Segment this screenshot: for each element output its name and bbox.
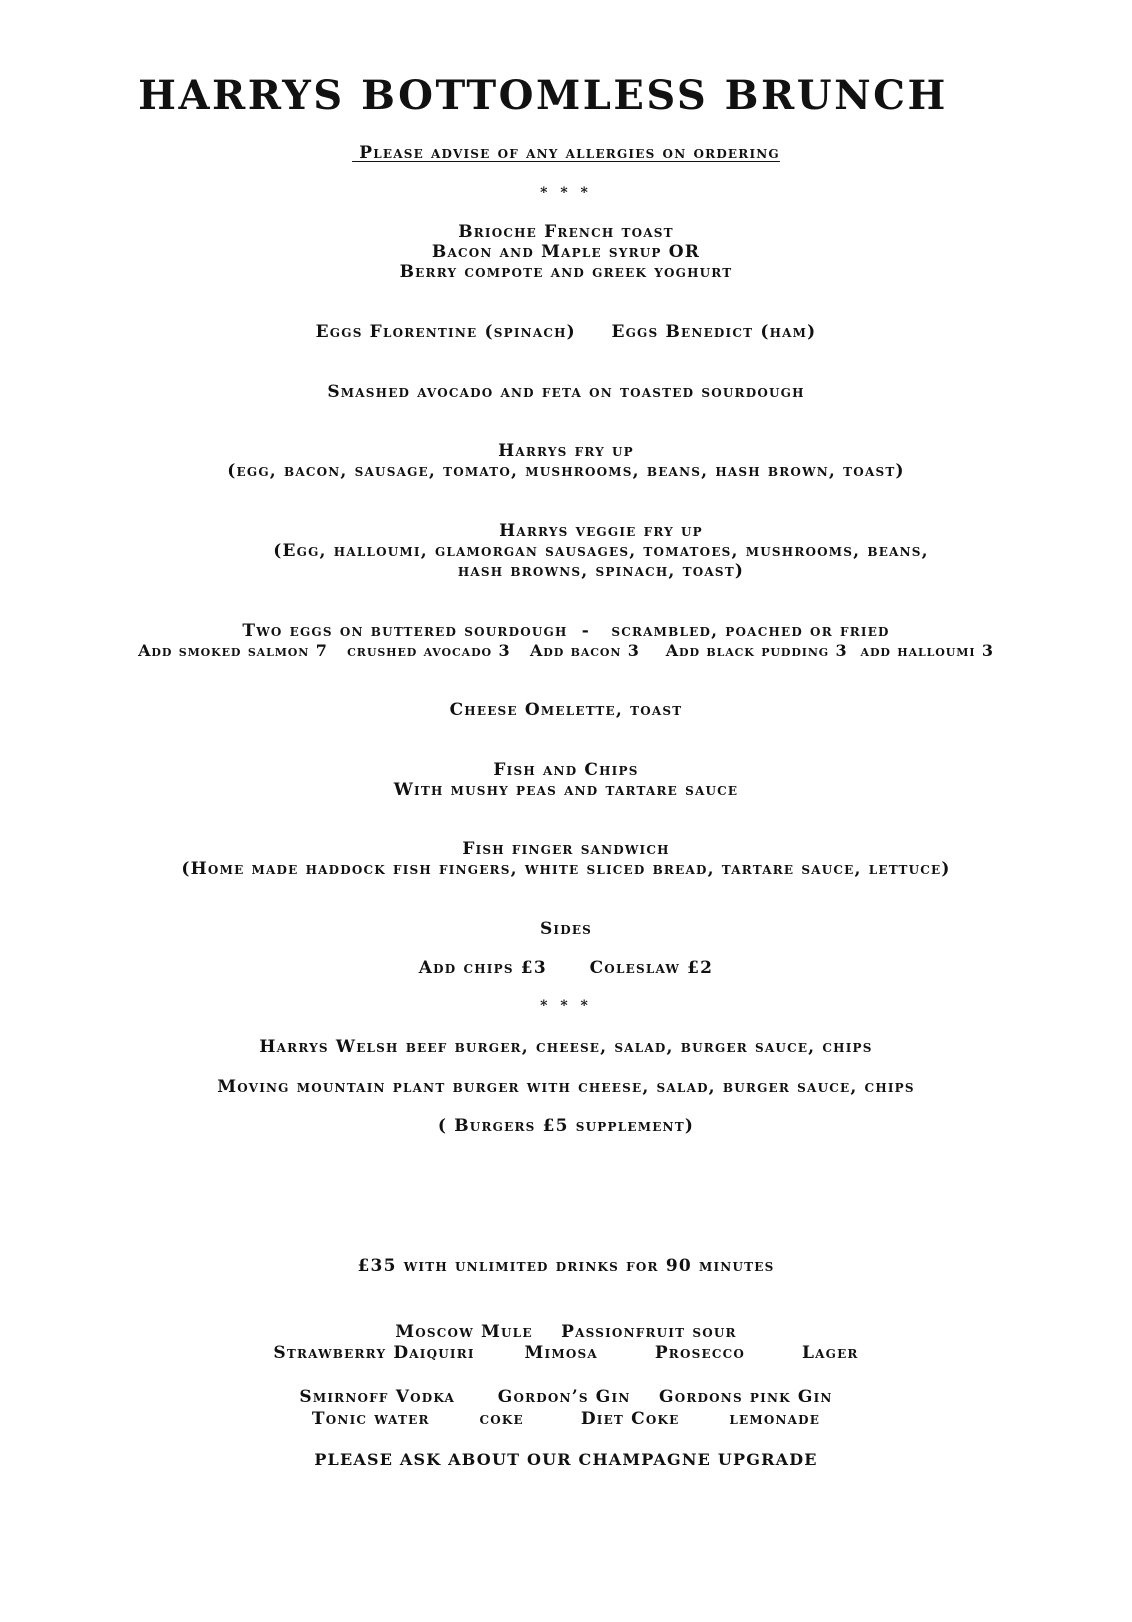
drinks-cocktails-1: Moscow Mule Passionfruit sour [395,1322,737,1342]
price-line: £35 with unlimited drinks for 90 minutes [357,1256,775,1276]
french-toast-option-1: Bacon and Maple syrup OR [431,242,701,262]
fish-finger-title: Fish finger sandwich [462,839,670,859]
sides-items: Add chips £3 Coleslaw £2 [418,958,714,978]
burger-supplement-note: ( Burgers £5 supplement) [437,1116,695,1136]
french-toast-title: Brioche French toast [458,222,674,242]
separator-middle: * * * [540,998,592,1014]
veggie-fry-up-title: Harrys veggie fry up [499,521,703,541]
drinks-mixers: Tonic water coke Diet Coke lemonade [311,1409,821,1429]
french-toast-option-2: Berry compote and greek yoghurt [399,262,733,282]
omelette-item: Cheese Omelette, toast [449,700,683,720]
fry-up-title: Harrys fry up [498,441,634,461]
separator-top: * * * [540,185,592,201]
drinks-cocktails-2: Strawberry Daiquiri Mimosa Prosecco Lager [273,1343,859,1363]
fry-up-description: (egg, bacon, sausage, tomato, mushrooms, beans, hash brown, toast) [227,461,905,481]
menu-title: HARRYS BOTTOMLESS BRUNCH [138,72,948,119]
two-eggs-title: Two eggs on buttered sourdough - scrambled, poached or fried [242,621,890,641]
champagne-note: PLEASE ASK ABOUT OUR CHAMPAGNE UPGRADE [314,1450,818,1469]
allergy-note: Please advise of any allergies on ordering [352,143,780,163]
veggie-fry-up-description-1: (Egg, halloumi, glamorgan sausages, tomatoes, mushrooms, beans, [273,541,929,561]
two-eggs-addons: Add smoked salmon 7 crushed avocado 3 Add bacon 3 Add black pudding 3 add halloumi 3 [138,641,994,660]
sides-heading: Sides [539,919,593,939]
plant-burger-item: Moving mountain plant burger with cheese, salad, burger sauce, chips [217,1077,915,1097]
veggie-fry-up-description-2: hash browns, spinach, toast) [457,561,745,581]
fish-chips-title: Fish and Chips [493,760,639,780]
fish-chips-description: With mushy peas and tartare sauce [393,780,739,800]
fish-finger-description: (Home made haddock fish fingers, white sliced bread, tartare sauce, lettuce) [181,859,951,879]
drinks-spirits: Smirnoff Vodka Gordon’s Gin Gordons pink Gin [299,1387,833,1407]
beef-burger-item: Harrys Welsh beef burger, cheese, salad, burger sauce, chips [259,1037,873,1057]
eggs-options: Eggs Florentine (spinach) Eggs Benedict (ham) [315,322,817,342]
avocado-item: Smashed avocado and feta on toasted sourdough [327,382,805,402]
